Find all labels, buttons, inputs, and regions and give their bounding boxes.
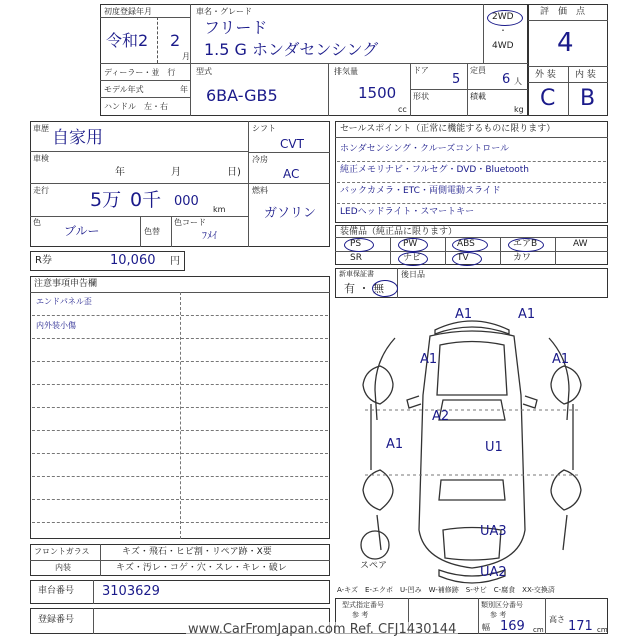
selling-points-title: セールスポイント（正常に機能するものに限ります） [340, 124, 556, 134]
equip-ps: PS [350, 239, 362, 249]
equip-tv: TV [457, 253, 469, 263]
interior-score: B [580, 86, 596, 111]
inspection-day-unit: 日) [227, 167, 241, 178]
first-reg-era: 令和2 [106, 31, 149, 50]
mileage-label: 走行 [33, 186, 49, 195]
month-unit: 月 [182, 52, 190, 61]
note-2: 内外装小傷 [36, 321, 76, 330]
load-label: 積載 [470, 92, 486, 101]
interior-cond-label: 内装 [55, 563, 71, 572]
damage-mark-left-door: A1 [386, 437, 404, 452]
interior-label: 内 装 [575, 70, 596, 80]
spare-label: スペア [360, 561, 388, 571]
note-1: エンドパネル歪 [36, 297, 92, 306]
ac-value: AC [283, 167, 300, 181]
mileage-sen: 0千 [130, 189, 162, 211]
inspection-year-unit: 年 [115, 167, 125, 178]
equip-leather: カワ [513, 253, 532, 263]
grade-score: 4 [557, 28, 574, 58]
first-reg-month: 2 [170, 31, 181, 50]
shape-label: 形状 [413, 92, 429, 101]
damage-mark-front-left: A1 [455, 307, 473, 322]
capacity-label: 定員 [470, 66, 486, 75]
damage-mark-rear: UA3 [480, 524, 507, 539]
dealer-label: ディーラー・並 行 [104, 68, 176, 77]
inspection-month-unit: 月 [171, 167, 181, 178]
car-name: フリード [204, 18, 268, 37]
doors-label: ドア [413, 66, 429, 75]
car-name-label: 車名・グレード [196, 7, 252, 16]
displacement-value: 1500 [358, 84, 397, 102]
chassis-value: 3103629 [102, 584, 160, 599]
damage-mark-hood: A2 [432, 409, 450, 424]
drive-2wd: 2WD [492, 12, 514, 22]
mileage-rest: 000 [174, 194, 199, 209]
damage-mark-right-fender: A1 [552, 352, 570, 367]
equip-aw: AW [573, 239, 588, 249]
equip-abs: ABS [457, 239, 475, 249]
mileage-unit: km [213, 205, 226, 214]
damage-mark-roof: U1 [485, 440, 503, 455]
type-code-ref: 参 考 [352, 611, 369, 619]
grade: 1.5 G ホンダセンシング [204, 40, 379, 59]
category-ref: 参 考 [490, 611, 507, 619]
front-glass-text: キズ・飛石・ヒビ割・リペア跡・X要 [122, 547, 272, 557]
registration-label: 登録番号 [38, 615, 75, 625]
category-label: 類別区分番号 [481, 601, 523, 609]
width-unit: cm [533, 626, 544, 634]
height-value: 171 [568, 619, 593, 634]
color-value: ブルー [64, 224, 100, 238]
handle-label: ハンドル 左・右 [104, 102, 168, 111]
model-year-unit: 年 [180, 85, 188, 94]
color-code-value: ﾌﾒｲ [202, 231, 217, 242]
load-unit: kg [514, 105, 524, 114]
first-reg-label: 初度登録年月 [104, 7, 152, 16]
recycle-value: 10,060 [110, 253, 156, 268]
car-diagram [335, 300, 608, 590]
legend: A-キズ E-エクボ U-凹み W-補修跡 S-サビ C-腐食 XX-交換済 [337, 586, 555, 594]
shift-value: CVT [280, 137, 304, 151]
selling-point-3: バックカメラ・ETC・両側電動スライド [340, 186, 501, 196]
repaint-label: 色替 [144, 227, 160, 236]
warranty-label: 新車保証書 [339, 270, 374, 278]
width-label: 幅 [482, 623, 490, 632]
recycle-unit: 円 [170, 256, 180, 267]
notes-title: 注意事項申告欄 [34, 279, 98, 289]
capacity-unit: 人 [514, 77, 522, 86]
height-label: 高さ [549, 615, 565, 624]
ac-label: 冷房 [252, 155, 268, 164]
displacement-unit: cc [398, 105, 407, 114]
recycle-box [30, 251, 185, 271]
type-code-label: 型式指定番号 [342, 601, 384, 609]
height-unit: cm [597, 626, 608, 634]
usage-value: 自家用 [52, 128, 103, 148]
header-box [100, 4, 528, 116]
mileage-man: 5万 [90, 189, 122, 211]
shift-label: シフト [252, 124, 276, 133]
watermark: www.CarFromJapan.com Ref. CFJ1430144 [188, 622, 457, 637]
damage-mark-front-right: A1 [518, 307, 536, 322]
chassis-box [30, 580, 330, 604]
recycle-label: R券 [35, 255, 52, 266]
fuel-label: 燃料 [252, 186, 268, 195]
exterior-score: C [540, 86, 556, 111]
usage-label: 車歴 [33, 124, 49, 133]
capacity-value: 6 [502, 72, 511, 87]
interior-cond-text: キズ・汚レ・コゲ・穴・スレ・キレ・破レ [116, 563, 287, 573]
width-value: 169 [500, 619, 525, 634]
aftermarket-label: 後日品 [401, 270, 425, 279]
drive-4wd: 4WD [492, 41, 514, 51]
type-value: 6BA-GB5 [206, 86, 278, 105]
selling-point-1: ホンダセンシング・クルーズコントロール [340, 144, 510, 154]
warranty-value: 有 ・ 無 [344, 282, 384, 295]
color-label: 色 [33, 218, 41, 227]
color-code-label: 色コード [174, 218, 206, 227]
selling-point-4: LEDヘッドライト・スマートキー [340, 207, 475, 217]
drive-dot: ・ [499, 26, 507, 35]
front-glass-label: フロントガラス [34, 547, 90, 556]
grade-score-label: 評 価 点 [540, 7, 586, 17]
equip-pw: PW [403, 239, 418, 249]
model-year-label: モデル年式 [104, 85, 144, 94]
selling-point-2: 純正メモリナビ・フルセグ・DVD・Bluetooth [340, 165, 530, 175]
displacement-label: 排気量 [334, 67, 358, 76]
type-label: 型式 [196, 67, 212, 76]
equip-navi: ナビ [403, 253, 422, 263]
chassis-label: 車台番号 [38, 586, 75, 596]
equip-airbag: エアB [513, 239, 538, 249]
equipment-title: 装備品（純正品に限ります） [340, 227, 458, 237]
damage-mark-left-fender: A1 [420, 352, 438, 367]
exterior-label: 外 装 [535, 70, 556, 80]
doors-value: 5 [452, 72, 461, 87]
damage-mark-rear-bumper: UA2 [480, 565, 507, 580]
inspection-label: 車検 [33, 154, 49, 163]
equip-sr: SR [350, 253, 362, 263]
fuel-value: ガソリン [264, 206, 317, 221]
